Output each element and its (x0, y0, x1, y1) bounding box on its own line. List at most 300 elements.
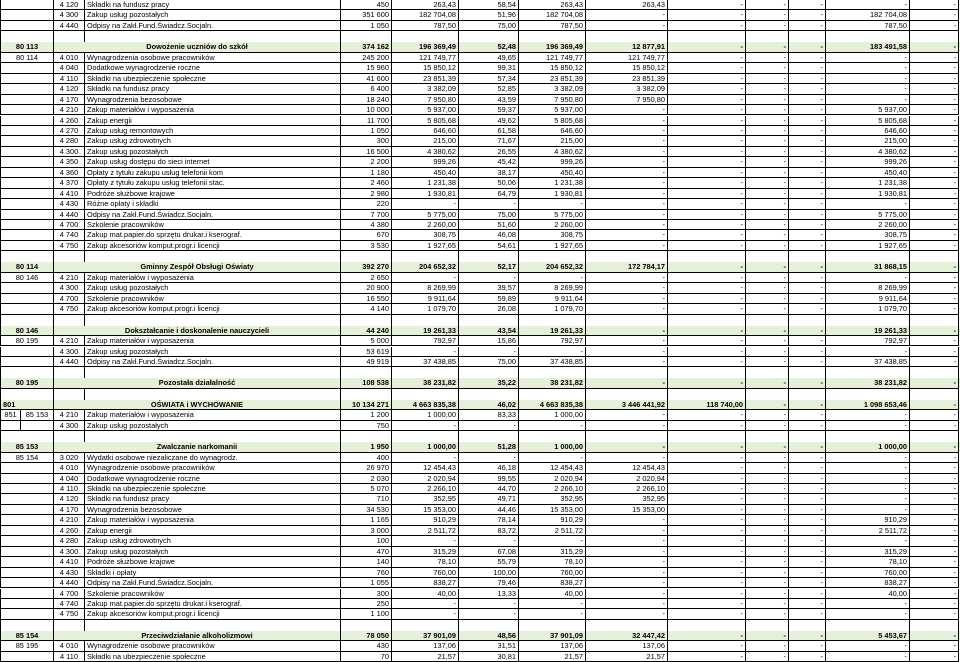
table-cell: - (391, 347, 458, 357)
table-cell: 4 110 (53, 484, 84, 494)
table-cell: 4 700 (53, 294, 84, 304)
table-cell: 450 (340, 0, 391, 10)
table-cell: - (667, 178, 745, 188)
table-cell: 5 070 (340, 484, 391, 494)
table-cell: - (585, 378, 667, 388)
table-cell: Składki na ubezpieczenie społeczne (84, 484, 340, 494)
table-cell (745, 389, 788, 400)
table-cell (585, 389, 667, 400)
table-row (0, 84, 960, 94)
table-cell (745, 251, 788, 262)
table-cell: 31,51 (458, 641, 518, 651)
table-cell: 4 010 (53, 463, 84, 473)
table-cell: - (667, 453, 745, 463)
table-cell: 48,56 (458, 631, 518, 641)
table-cell: - (585, 10, 667, 20)
table-cell: - (745, 568, 788, 578)
table-cell: 470 (340, 547, 391, 557)
table-cell: Zakup usług pozostałych (84, 10, 340, 20)
table-cell (788, 431, 825, 442)
table-cell: 4 430 (53, 568, 84, 578)
table-cell: 851 (0, 410, 20, 420)
table-cell: 99,31 (458, 63, 518, 73)
table-cell: - (909, 326, 959, 336)
table-cell: - (585, 589, 667, 599)
table-cell: - (585, 336, 667, 346)
table-cell: 19 261,33 (391, 326, 458, 336)
table-cell: Składki i opłaty (84, 568, 340, 578)
section-total-row (0, 442, 960, 452)
table-cell: 80 114 (0, 53, 53, 63)
table-cell: 19 261,33 (825, 326, 909, 336)
table-cell: - (788, 136, 825, 146)
table-cell: 52,48 (458, 42, 518, 52)
table-cell: 392 270 (340, 262, 391, 272)
table-cell (0, 568, 53, 578)
table-cell: 38 231,82 (825, 378, 909, 388)
table-row (0, 410, 960, 420)
table-cell: 999,26 (391, 157, 458, 167)
table-cell: - (909, 557, 959, 567)
table-cell: - (458, 609, 518, 619)
table-cell: Zakup energii (84, 526, 340, 536)
table-row (0, 21, 960, 31)
table-cell: - (788, 326, 825, 336)
table-cell: - (391, 199, 458, 209)
table-cell: - (745, 53, 788, 63)
table-cell: - (745, 609, 788, 619)
table-cell: - (788, 10, 825, 20)
table-cell: 710 (340, 494, 391, 504)
table-cell: - (745, 220, 788, 230)
table-cell: - (585, 294, 667, 304)
table-cell (585, 251, 667, 262)
table-cell (0, 620, 53, 631)
table-cell (0, 84, 53, 94)
table-cell: 75,00 (458, 210, 518, 220)
table-cell: Odpisy na Zakł.Fund.Świadcz.Socjaln. (84, 21, 340, 31)
table-cell: Zakup materiałów i wyposażenia (84, 336, 340, 346)
table-cell: 3 530 (340, 241, 391, 251)
table-cell: - (909, 526, 959, 536)
table-cell: 263,43 (518, 0, 585, 10)
table-cell: - (585, 168, 667, 178)
table-cell: 646,60 (825, 126, 909, 136)
table-cell (518, 367, 585, 378)
table-cell: 80 113 (0, 42, 53, 52)
table-cell: - (909, 136, 959, 146)
table-cell: 51,96 (458, 10, 518, 20)
table-cell: - (667, 136, 745, 146)
table-cell: - (825, 74, 909, 84)
table-cell: Wynagrodzenia bezosobowe (84, 505, 340, 515)
table-cell: - (909, 515, 959, 525)
table-cell: - (788, 84, 825, 94)
table-row (0, 105, 960, 115)
table-cell: - (667, 283, 745, 293)
table-cell: - (585, 105, 667, 115)
table-cell: - (585, 157, 667, 167)
table-cell: 44,46 (458, 505, 518, 515)
table-cell (458, 315, 518, 326)
table-cell (391, 620, 458, 631)
table-cell: - (788, 241, 825, 251)
table-cell: 760,00 (518, 568, 585, 578)
table-cell: 1 079,70 (518, 304, 585, 314)
table-cell (0, 210, 53, 220)
table-cell: 4 700 (53, 589, 84, 599)
table-cell: Składki na fundusz pracy (84, 494, 340, 504)
table-cell: - (585, 210, 667, 220)
table-cell: - (667, 568, 745, 578)
table-cell: 15 960 (340, 63, 391, 73)
table-cell: - (909, 589, 959, 599)
table-cell: - (788, 578, 825, 588)
table-cell: - (788, 294, 825, 304)
table-cell (518, 31, 585, 42)
table-cell (0, 0, 53, 10)
table-cell: - (585, 526, 667, 536)
table-cell: - (745, 641, 788, 651)
table-cell (84, 367, 340, 378)
table-cell: - (667, 220, 745, 230)
table-cell: - (909, 336, 959, 346)
table-cell: 430 (340, 641, 391, 651)
table-cell: - (788, 283, 825, 293)
table-cell: Zakup usług pozostałych (84, 147, 340, 157)
table-cell: 5 805,68 (518, 116, 585, 126)
table-cell: 4 140 (340, 304, 391, 314)
spacer-row (0, 367, 960, 378)
table-cell (745, 315, 788, 326)
table-cell: 4 280 (53, 136, 84, 146)
table-cell: - (585, 568, 667, 578)
table-cell: - (909, 53, 959, 63)
table-cell: - (788, 536, 825, 546)
section-total-row (0, 631, 960, 641)
table-cell: 5 775,00 (518, 210, 585, 220)
table-cell: 4 300 (53, 10, 84, 20)
table-cell: 54,61 (458, 241, 518, 251)
table-cell: - (909, 400, 959, 410)
table-cell: 2 260,00 (391, 220, 458, 230)
table-cell: 1 100 (340, 609, 391, 619)
table-cell: 9 911,64 (391, 294, 458, 304)
table-cell: - (667, 199, 745, 209)
table-cell: 1 079,70 (391, 304, 458, 314)
table-cell: 2 020,94 (585, 474, 667, 484)
table-cell (340, 31, 391, 42)
table-cell: - (788, 641, 825, 651)
table-cell: Wydatki osobowe niezaliczane do wynagrodz. (84, 453, 340, 463)
table-cell: - (788, 378, 825, 388)
table-cell: 4 120 (53, 84, 84, 94)
table-cell: Zakup usług remontowych (84, 126, 340, 136)
table-cell: - (667, 210, 745, 220)
table-cell: - (745, 178, 788, 188)
table-cell: - (667, 599, 745, 609)
table-cell: 4 120 (53, 494, 84, 504)
table-cell: 5 805,68 (391, 116, 458, 126)
table-cell: - (909, 641, 959, 651)
table-cell: - (788, 95, 825, 105)
table-cell: 670 (340, 230, 391, 240)
table-cell: 59,89 (458, 294, 518, 304)
table-cell (0, 95, 53, 105)
table-cell: - (667, 421, 745, 431)
table-cell: 51,60 (458, 220, 518, 230)
table-cell: Wynagrodzenia bezosobowe (84, 95, 340, 105)
table-cell: - (745, 210, 788, 220)
table-cell: - (518, 421, 585, 431)
table-cell (53, 367, 84, 378)
table-cell: - (667, 147, 745, 157)
table-cell (585, 315, 667, 326)
table-row (0, 116, 960, 126)
table-cell (0, 294, 53, 304)
table-cell: 80 195 (0, 378, 53, 388)
table-cell: 450,40 (518, 168, 585, 178)
table-cell: - (788, 463, 825, 473)
table-cell (53, 251, 84, 262)
table-cell: - (909, 74, 959, 84)
table-cell: Odpisy na Zakł.Fund.Świadcz.Socjaln. (84, 210, 340, 220)
table-cell: 16 500 (340, 147, 391, 157)
table-cell (340, 315, 391, 326)
table-cell: 4 750 (53, 304, 84, 314)
table-cell: - (909, 304, 959, 314)
table-cell: 85 154 (0, 631, 53, 641)
table-cell: 80 146 (0, 326, 53, 336)
table-cell: 18 240 (340, 95, 391, 105)
table-cell: - (788, 347, 825, 357)
table-cell: 4 663 835,38 (391, 400, 458, 410)
table-cell (53, 389, 84, 400)
table-cell: - (745, 95, 788, 105)
table-cell (585, 31, 667, 42)
table-cell (0, 367, 53, 378)
table-cell: 1 079,70 (825, 304, 909, 314)
table-cell: - (667, 442, 745, 452)
table-row (0, 484, 960, 494)
table-cell: - (745, 652, 788, 662)
table-cell: 838,27 (825, 578, 909, 588)
table-cell: - (788, 168, 825, 178)
table-cell: - (458, 536, 518, 546)
table-cell: 4 300 (53, 421, 84, 431)
table-cell: - (745, 336, 788, 346)
table-cell (53, 315, 84, 326)
table-cell: 35,22 (458, 378, 518, 388)
table-cell: - (909, 474, 959, 484)
table-cell: - (825, 53, 909, 63)
table-row (0, 505, 960, 515)
table-cell: 1 165 (340, 515, 391, 525)
table-cell: - (745, 136, 788, 146)
table-cell: 1 927,65 (518, 241, 585, 251)
table-cell: 352,95 (391, 494, 458, 504)
table-cell: 4 370 (53, 178, 84, 188)
table-cell: 308,75 (391, 230, 458, 240)
table-cell: 38 231,82 (391, 378, 458, 388)
section-total-row (0, 262, 960, 272)
table-cell: 37 438,85 (391, 357, 458, 367)
table-row (0, 599, 960, 609)
table-row (0, 0, 960, 10)
table-cell: 11 700 (340, 116, 391, 126)
section-total-row (0, 42, 960, 52)
table-cell (0, 474, 53, 484)
table-cell: 1 000,00 (391, 442, 458, 452)
table-cell: - (825, 641, 909, 651)
table-row (0, 557, 960, 567)
table-cell: - (909, 421, 959, 431)
table-cell: 450,40 (825, 168, 909, 178)
table-cell: - (909, 652, 959, 662)
table-cell: - (667, 63, 745, 73)
table-cell: 80 114 (0, 262, 53, 272)
table-cell: - (745, 578, 788, 588)
table-cell: - (825, 474, 909, 484)
table-cell: 4 210 (53, 410, 84, 420)
table-cell: - (585, 220, 667, 230)
table-cell: Szkolenie pracowników (84, 589, 340, 599)
table-cell: - (745, 63, 788, 73)
table-cell (458, 251, 518, 262)
table-cell: - (667, 189, 745, 199)
table-cell: 52,85 (458, 84, 518, 94)
table-row (0, 589, 960, 599)
table-cell: 1 055 (340, 578, 391, 588)
table-cell: - (909, 273, 959, 283)
section-total-row (0, 400, 960, 410)
table-cell: - (909, 463, 959, 473)
table-cell (0, 157, 53, 167)
table-cell: - (667, 474, 745, 484)
table-cell (340, 431, 391, 442)
table-cell (667, 620, 745, 631)
table-row (0, 136, 960, 146)
table-cell: 204 652,32 (391, 262, 458, 272)
table-cell: - (788, 189, 825, 199)
table-cell: 83,72 (458, 526, 518, 536)
table-cell: 2 020,94 (518, 474, 585, 484)
section-total-row (0, 326, 960, 336)
table-cell: - (667, 357, 745, 367)
table-cell: - (745, 474, 788, 484)
table-cell: 1 000,00 (391, 410, 458, 420)
table-row (0, 421, 960, 431)
table-cell: 140 (340, 557, 391, 567)
table-row (0, 515, 960, 525)
table-cell: Zakup mat.papier.do sprzętu drukar.i kserograf. (84, 230, 340, 240)
table-cell: - (825, 84, 909, 94)
table-cell: - (788, 357, 825, 367)
table-cell: 183 491,58 (825, 42, 909, 52)
table-cell: - (458, 453, 518, 463)
table-cell: - (788, 421, 825, 431)
table-cell: - (745, 241, 788, 251)
table-cell: 4 170 (53, 505, 84, 515)
table-cell: - (788, 116, 825, 126)
table-cell: 1 950 (340, 442, 391, 452)
table-cell (0, 389, 53, 400)
table-cell: - (745, 400, 788, 410)
table-cell: - (788, 547, 825, 557)
table-cell: - (909, 178, 959, 188)
table-cell: Wynagrodzenie osobowe pracowników (84, 641, 340, 651)
table-cell: 8 269,99 (518, 283, 585, 293)
table-cell: - (788, 400, 825, 410)
table-cell (0, 251, 53, 262)
table-cell: 49,65 (458, 53, 518, 63)
table-row (0, 536, 960, 546)
table-cell: 2 460 (340, 178, 391, 188)
table-cell: - (788, 589, 825, 599)
table-cell: 182 704,08 (518, 10, 585, 20)
table-row (0, 304, 960, 314)
table-cell (458, 431, 518, 442)
table-cell: 7 950,80 (391, 95, 458, 105)
table-cell: - (909, 578, 959, 588)
table-cell: - (585, 357, 667, 367)
table-cell (0, 463, 53, 473)
table-cell: Zakup energii (84, 116, 340, 126)
table-cell: 792,97 (825, 336, 909, 346)
table-cell: - (667, 536, 745, 546)
table-cell: 315,29 (825, 547, 909, 557)
table-cell: 4 740 (53, 230, 84, 240)
table-cell: 40,00 (518, 589, 585, 599)
table-cell: - (909, 410, 959, 420)
table-cell (84, 620, 340, 631)
table-cell: - (667, 53, 745, 63)
table-cell (84, 315, 340, 326)
table-cell: - (745, 189, 788, 199)
table-cell: 44,70 (458, 484, 518, 494)
table-cell: - (745, 463, 788, 473)
table-cell: 85 154 (0, 453, 53, 463)
table-cell (0, 241, 53, 251)
table-cell (0, 315, 53, 326)
table-row (0, 609, 960, 619)
table-cell: - (788, 230, 825, 240)
table-cell: - (667, 336, 745, 346)
table-cell: Zakup akcesoriów komput.progr.i licencji (84, 241, 340, 251)
table-cell (0, 189, 53, 199)
table-cell: - (458, 199, 518, 209)
table-cell: - (391, 421, 458, 431)
table-cell: 2 020,94 (391, 474, 458, 484)
table-cell: 7 950,80 (518, 95, 585, 105)
table-cell: - (788, 505, 825, 515)
table-cell (788, 251, 825, 262)
table-cell: 4 750 (53, 241, 84, 251)
table-cell (667, 31, 745, 42)
table-cell: 838,27 (518, 578, 585, 588)
table-cell: Opłaty z tytułu zakupu usług telefonii stac. (84, 178, 340, 188)
table-cell: 15 850,12 (518, 63, 585, 73)
table-cell: - (825, 273, 909, 283)
table-cell: - (745, 116, 788, 126)
table-cell: - (788, 410, 825, 420)
table-cell: - (585, 126, 667, 136)
table-cell: - (667, 378, 745, 388)
table-cell: 250 (340, 599, 391, 609)
table-cell (0, 347, 53, 357)
table-cell: 1 050 (340, 21, 391, 31)
table-cell: - (788, 262, 825, 272)
